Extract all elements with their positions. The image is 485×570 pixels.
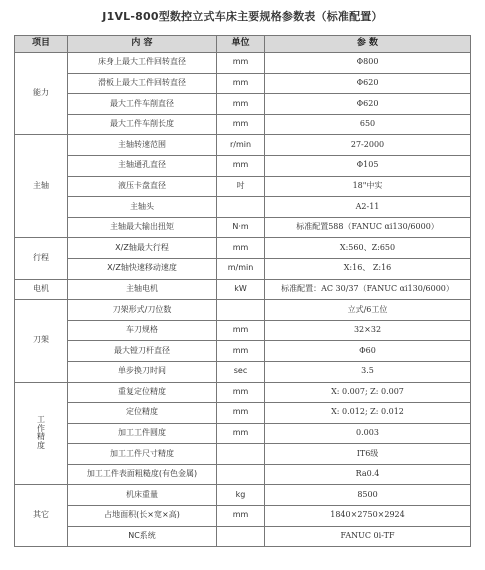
header-content: 内 容 [68, 36, 217, 53]
item-cell: 单步换刀时间 [68, 361, 217, 382]
value-cell: 32×32 [265, 320, 471, 341]
item-cell: 主轴头 [68, 197, 217, 218]
unit-cell: mm [217, 155, 265, 176]
item-cell: 刀架形式/刀位数 [68, 300, 217, 321]
category-char: 度 [37, 441, 45, 451]
unit-cell: r/min [217, 135, 265, 156]
unit-cell: mm [217, 114, 265, 135]
table-row [15, 341, 471, 362]
table-row [15, 423, 471, 444]
unit-cell [217, 300, 265, 321]
item-cell: NC系统 [68, 526, 217, 547]
value-cell: 27-2000 [265, 135, 471, 156]
value-cell: 标准配置588（FANUC αi130/6000） [265, 217, 471, 238]
value-cell: Φ60 [265, 341, 471, 362]
unit-cell: kg [217, 485, 265, 506]
item-cell: 占地面积(长×宽×高) [68, 506, 217, 527]
header-unit: 单位 [217, 36, 265, 53]
item-cell: 主轴电机 [68, 279, 217, 300]
value-cell: 立式/6工位 [265, 300, 471, 321]
unit-cell: mm [217, 403, 265, 424]
table-row [15, 135, 471, 156]
unit-cell: m/min [217, 258, 265, 279]
table-row [15, 94, 471, 115]
category-char: 作 [37, 423, 45, 433]
value-cell: Φ620 [265, 94, 471, 115]
table-row [15, 258, 471, 279]
item-cell: 最大工件车削直径 [68, 94, 217, 115]
table-row [15, 464, 471, 485]
value-cell: A2-11 [265, 197, 471, 218]
item-cell: 最大镗刀杆直径 [68, 341, 217, 362]
category-cell [15, 382, 68, 485]
item-cell: 床身上最大工件回转直径 [68, 53, 217, 74]
spec-table [14, 35, 471, 547]
table-row [15, 217, 471, 238]
unit-cell: kW [217, 279, 265, 300]
value-cell: 8500 [265, 485, 471, 506]
category-cell: 电机 [15, 279, 68, 300]
unit-cell: mm [217, 423, 265, 444]
item-cell: 主轴通孔直径 [68, 155, 217, 176]
unit-cell: mm [217, 320, 265, 341]
unit-cell [217, 444, 265, 465]
item-cell: 滑板上最大工件回转直径 [68, 73, 217, 94]
unit-cell: mm [217, 341, 265, 362]
item-cell: 加工工件圆度 [68, 423, 217, 444]
value-cell: 650 [265, 114, 471, 135]
category-char: 工 [37, 414, 45, 424]
item-cell: 加工工件表面粗糙度(有色金属) [68, 464, 217, 485]
item-cell: 车刀规格 [68, 320, 217, 341]
unit-cell: mm [217, 73, 265, 94]
table-row [15, 114, 471, 135]
table-row [15, 300, 471, 321]
unit-cell: mm [217, 238, 265, 259]
value-cell: 18"中实 [265, 176, 471, 197]
page-title: J1VL-800型数控立式车床主要规格参数表（标准配置） [102, 10, 383, 23]
value-cell: 3.5 [265, 361, 471, 382]
category-cell: 行程 [15, 238, 68, 279]
table-row [15, 73, 471, 94]
unit-cell [217, 526, 265, 547]
unit-cell: mm [217, 53, 265, 74]
table-row [15, 526, 471, 547]
item-cell: 加工工件尺寸精度 [68, 444, 217, 465]
unit-cell [217, 464, 265, 485]
unit-cell: mm [217, 94, 265, 115]
item-cell: 主轴最大输出扭矩 [68, 217, 217, 238]
table-row [15, 176, 471, 197]
spec-body [15, 53, 471, 547]
item-cell: 定位精度 [68, 403, 217, 424]
table-row [15, 485, 471, 506]
table-row [15, 238, 471, 259]
unit-cell [217, 197, 265, 218]
value-cell: 1840×2750×2924 [265, 506, 471, 527]
header-item: 项目 [15, 36, 68, 53]
unit-cell: N·m [217, 217, 265, 238]
item-cell: 重复定位精度 [68, 382, 217, 403]
category-cell: 其它 [15, 485, 68, 547]
item-cell: 机床重量 [68, 485, 217, 506]
value-cell: X:16、 Z:16 [265, 258, 471, 279]
header-param: 参 数 [265, 36, 471, 53]
value-cell: Φ105 [265, 155, 471, 176]
table-row [15, 197, 471, 218]
item-cell: 液压卡盘直径 [68, 176, 217, 197]
value-cell: IT6级 [265, 444, 471, 465]
unit-cell: 吋 [217, 176, 265, 197]
category-cell: 刀架 [15, 300, 68, 382]
value-cell: Ra0.4 [265, 464, 471, 485]
table-row [15, 155, 471, 176]
unit-cell: sec [217, 361, 265, 382]
table-row [15, 382, 471, 403]
value-cell: 0.003 [265, 423, 471, 444]
item-cell: X/Z轴最大行程 [68, 238, 217, 259]
value-cell: X: 0.007; Z: 0.007 [265, 382, 471, 403]
table-row [15, 279, 471, 300]
table-row [15, 53, 471, 74]
category-cell: 主轴 [15, 135, 68, 238]
item-cell: X/Z轴快速移动速度 [68, 258, 217, 279]
table-row [15, 320, 471, 341]
category-cell: 能力 [15, 53, 68, 135]
unit-cell: mm [217, 506, 265, 527]
header-row [15, 36, 471, 53]
item-cell: 最大工件车削长度 [68, 114, 217, 135]
value-cell: X: 0.012; Z: 0.012 [265, 403, 471, 424]
table-row [15, 506, 471, 527]
item-cell: 主轴转速范围 [68, 135, 217, 156]
table-row [15, 361, 471, 382]
value-cell: Φ800 [265, 53, 471, 74]
table-row [15, 444, 471, 465]
table-row [15, 403, 471, 424]
value-cell: FANUC 0i-TF [265, 526, 471, 547]
category-char: 精 [37, 432, 45, 442]
value-cell: Φ620 [265, 73, 471, 94]
value-cell: X:560、Z:650 [265, 238, 471, 259]
unit-cell: mm [217, 382, 265, 403]
value-cell: 标准配置：AC 30/37（FANUC αi130/6000） [265, 279, 471, 300]
